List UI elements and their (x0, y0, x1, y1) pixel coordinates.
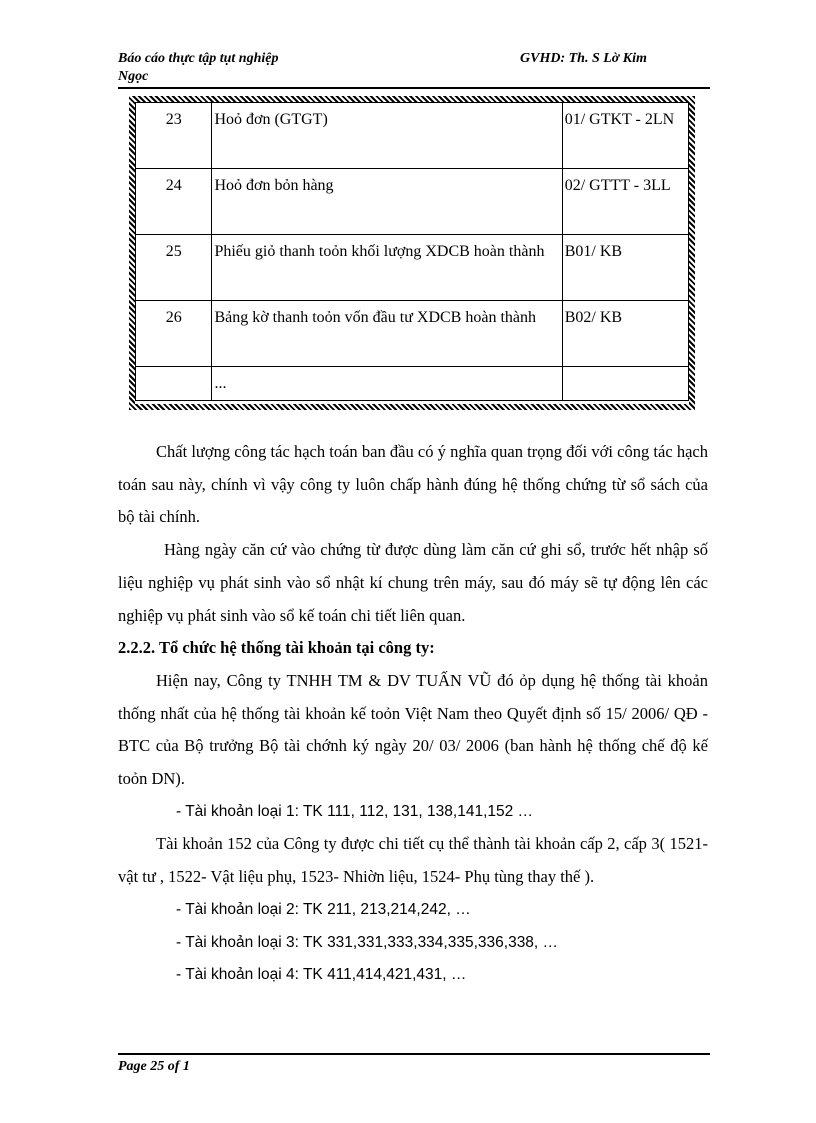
paragraph-daily-entry: Hàng ngày căn cứ vào chứng từ được dùng làm căn cứ ghi sổ, trước hết nhập số liệu nghiệp vụ phát sinh vào sổ nhật kí chung trên máy, sau đó máy sẽ tự động lên các nghiệp vụ phát sinh vào sổ kế toán chi tiết liên quan. (118, 540, 708, 625)
row-form-name: Hoỏ đơn (GTGT) (212, 103, 562, 169)
table-row (136, 367, 689, 401)
row-number: 25 (136, 235, 212, 301)
forms-table (135, 102, 689, 401)
header-report-title (118, 50, 358, 86)
row-form-name: Hoỏ đơn bỏn hàng (212, 169, 562, 235)
row-form-code (562, 367, 688, 401)
page-number: Page 25 of 1 (118, 1059, 190, 1074)
account-type-4: - Tài khoản loại 4: TK 411,414,421,431, … (176, 966, 467, 984)
account-type-3: - Tài khoản loại 3: TK 331,331,333,334,335,336,338, … (176, 933, 559, 951)
header-title-line2: Ngọc (118, 69, 149, 84)
section-heading: 2.2.2. Tổ chức hệ thống tài khoản tại công ty: (118, 638, 435, 658)
footer-divider (118, 1053, 710, 1055)
row-form-name: Phiếu giỏ thanh toỏn khối lượng XDCB hoàn thành (212, 235, 562, 301)
account-type-1: - Tài khoản loại 1: TK 111, 112, 131, 138,141,152 … (176, 802, 534, 820)
paragraph-account-152: Tài khoản 152 của Công ty được chi tiết cụ thể thành tài khoản cấp 2, cấp 3( 1521- vật tư , 1522- Vật liệu phụ, 1523- Nhiờn liệu, 1524- Phụ tùng thay thế ). (118, 834, 708, 887)
table-row (136, 235, 689, 301)
forms-table-container (135, 102, 689, 404)
forms-table-frame (129, 96, 695, 410)
row-number: 23 (136, 103, 212, 169)
paragraph-account-system: Hiện nay, Công ty TNHH TM & DV TUẤN VŨ đó ỏp dụng hệ thống tài khoản thống nhất của hệ thống tài khoản kế toỏn Việt Nam theo Quyết định số 15/ 2006/ QĐ - BTC của Bộ trưởng Bộ tài chớnh ký ngày 20/ 03/ 2006 (ban hành hệ thống chế độ kế toỏn DN). (118, 670, 708, 789)
header-supervisor: GVHD: Th. S Lờ Kim (520, 51, 647, 66)
header-divider (118, 87, 710, 89)
row-form-code: 02/ GTTT - 3LL (562, 169, 688, 235)
header-title-line1: Báo cáo thực tập tụt nghiệp (118, 51, 279, 66)
row-form-name: Bảng kờ thanh toỏn vốn đầu tư XDCB hoàn thành (212, 301, 562, 367)
row-number: 24 (136, 169, 212, 235)
table-row (136, 169, 689, 235)
row-number (136, 367, 212, 401)
row-form-name: ... (212, 367, 562, 401)
table-row (136, 301, 689, 367)
body-content (118, 436, 708, 992)
row-number: 26 (136, 301, 212, 367)
row-form-code: B02/ KB (562, 301, 688, 367)
table-row (136, 103, 689, 169)
paragraph-quality: Chất lượng công tác hạch toán ban đầu có ý nghĩa quan trọng đối với công tác hạch toán sau này, chính vì vậy công ty luôn chấp hành đúng hệ thống chứng từ sổ sách của bộ tài chính. (118, 442, 708, 527)
account-type-2: - Tài khoản loại 2: TK 211, 213,214,242, … (176, 900, 471, 918)
row-form-code: B01/ KB (562, 235, 688, 301)
row-form-code: 01/ GTKT - 2LN (562, 103, 688, 169)
